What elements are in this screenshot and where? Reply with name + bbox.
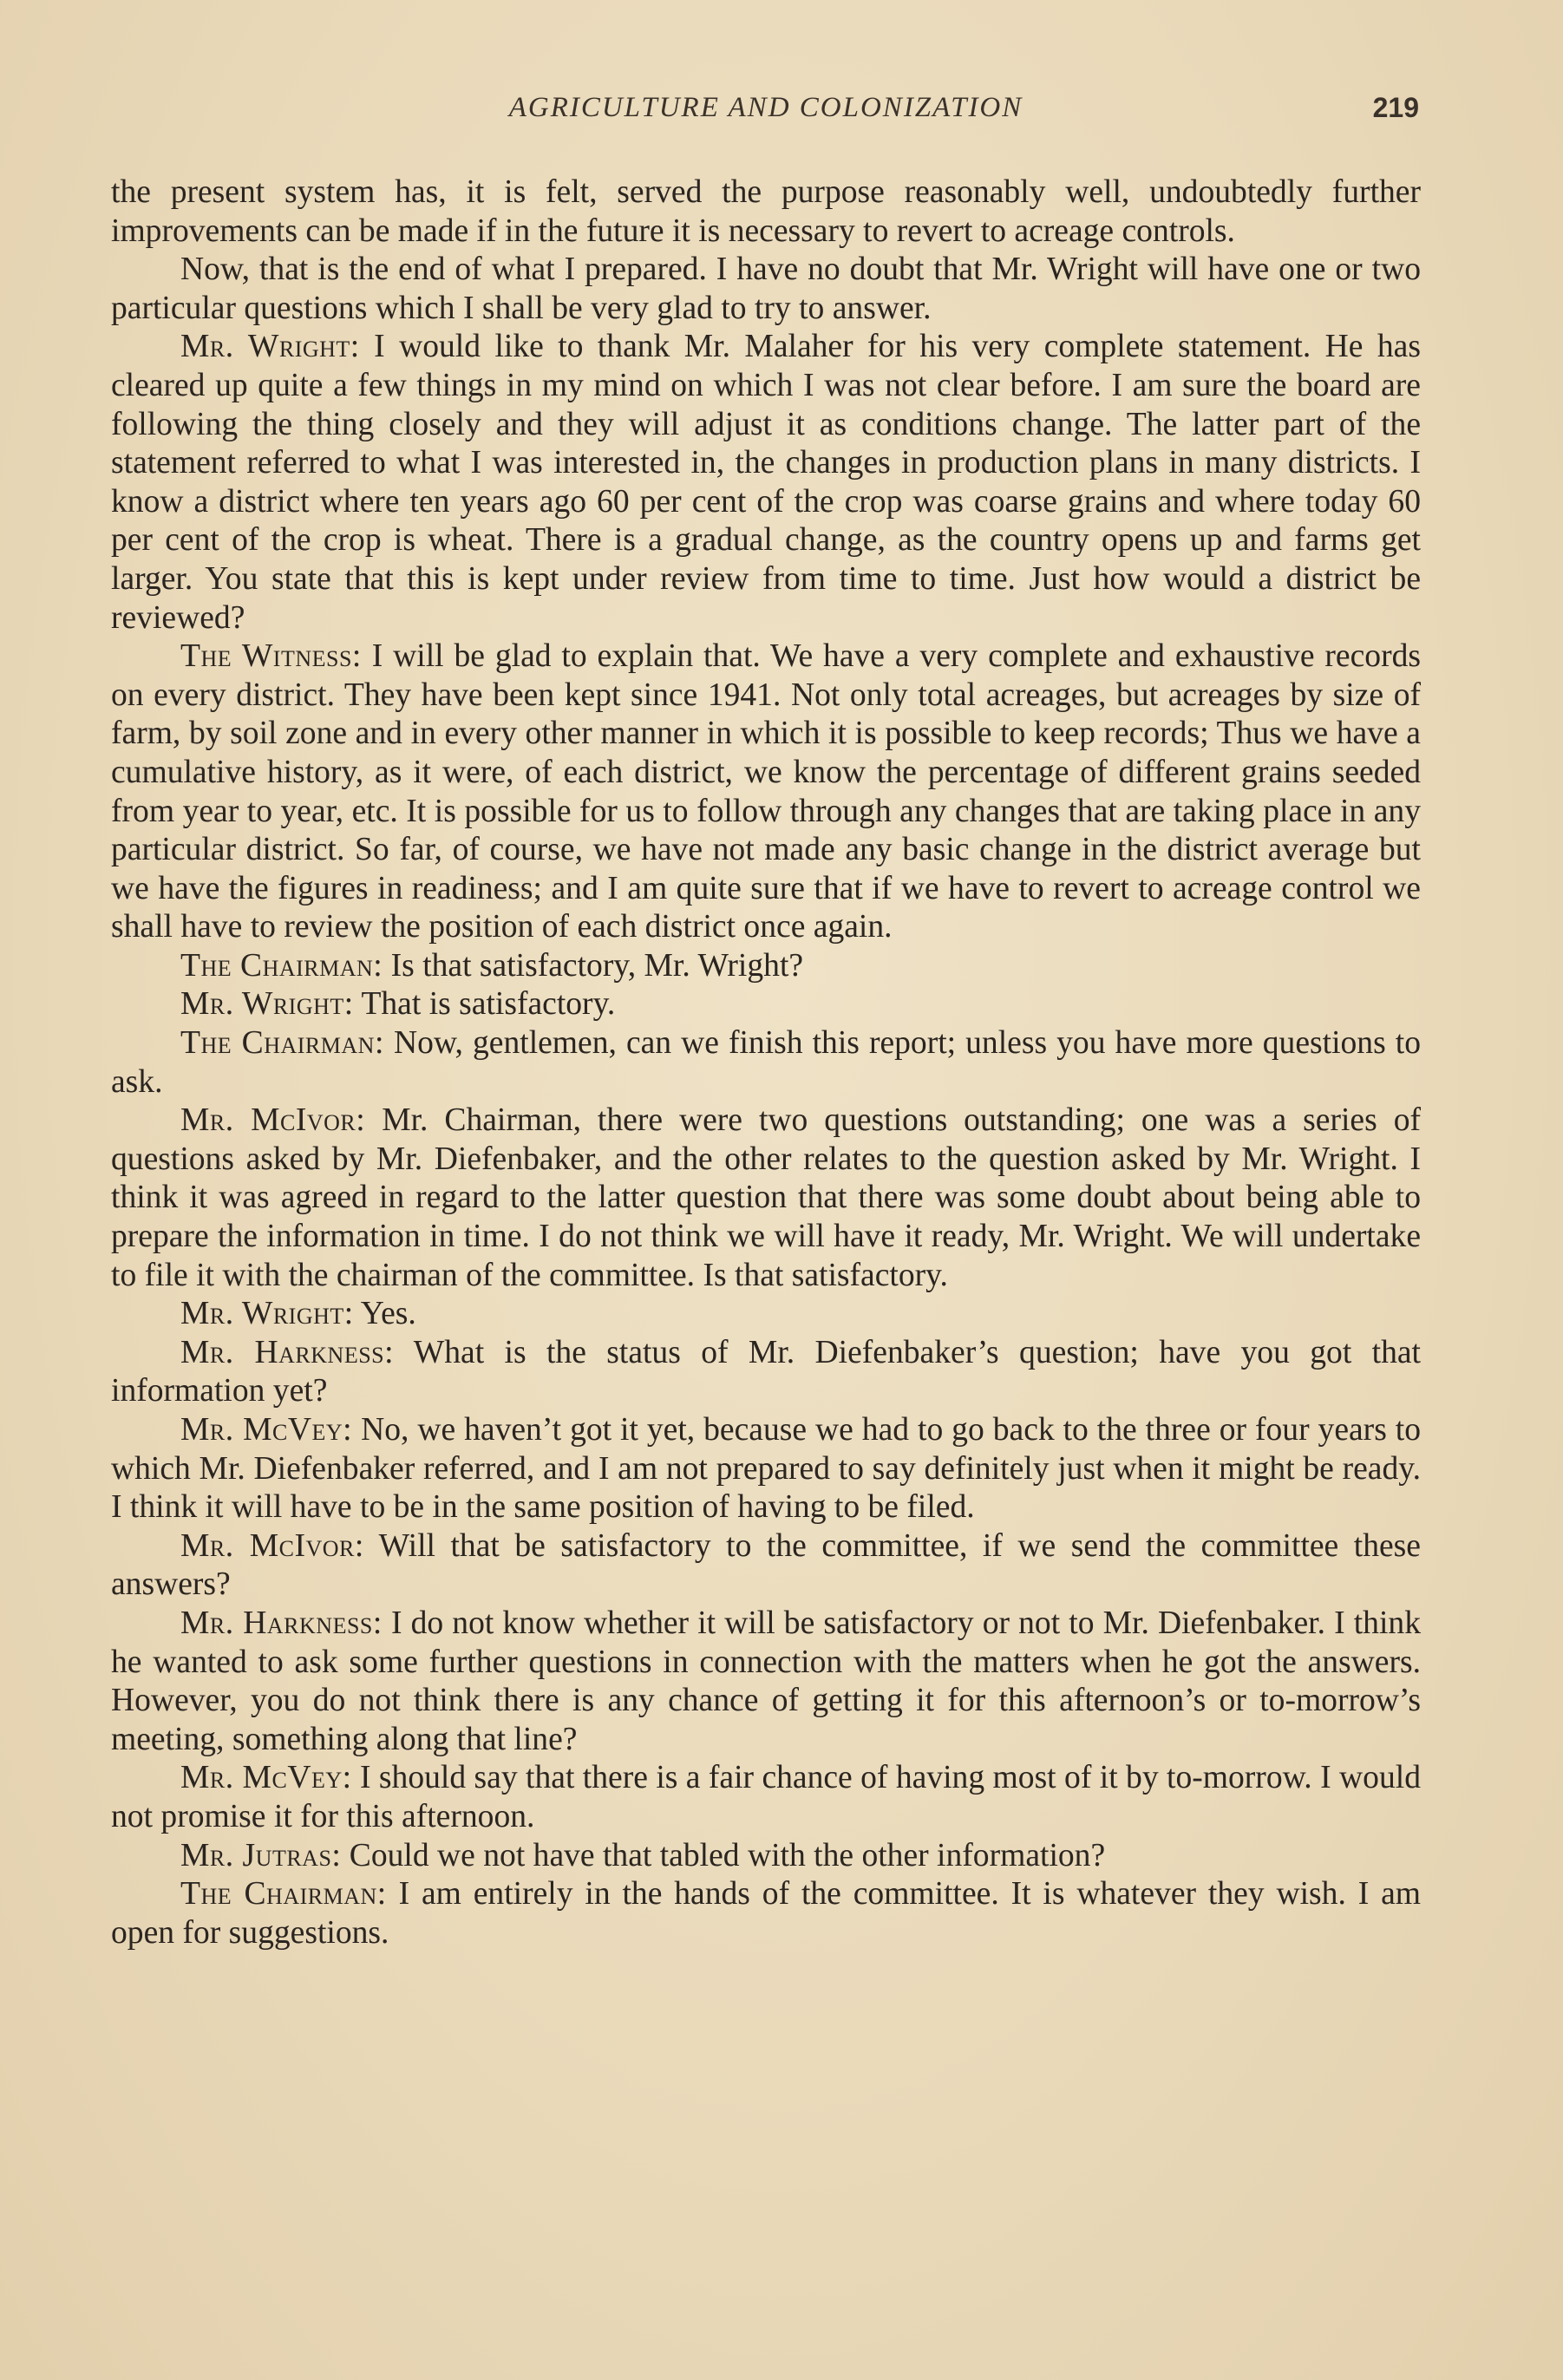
paragraph <box>111 1527 1421 1605</box>
paragraph <box>111 1295 1421 1334</box>
speaker-label: Mr. Jutras: <box>180 1837 342 1873</box>
paragraph <box>111 985 1421 1024</box>
page-number: 219 <box>1372 92 1419 123</box>
paragraph-text: I should say that there is a fair chance of having most of it by to-morrow. I would not promise it for this afternoon. <box>111 1760 1421 1834</box>
paragraph-text: Mr. Chairman, there were two questions outstanding; one was a series of questions asked by Mr. Diefenbaker, and the other relates to the question asked by Mr. Wright. I think it was agreed in regard to the latter question that there was some doubt about being able to prepare the information in time. I do not think we will have it ready, Mr. Wright. We will undertake to file it with the chairman of the committee. Is that satisfactory. <box>111 1102 1421 1293</box>
paragraph <box>111 1102 1421 1295</box>
paragraph <box>111 251 1421 328</box>
transcript-body <box>111 173 1421 1952</box>
paragraph-text: I would like to thank Mr. Malaher for his very complete statement. He has cleared up quite a few things in my mind on which I was not clear before. I am sure the board are following the thing closely and they will adjust it as conditions change. The latter part of the statement referred to what I was interested in, the changes in production plans in many districts. I know a district where ten years ago 60 per cent of the crop was coarse grains and where today 60 per cent of the crop is wheat. There is a gradual change, as the country opens up and farms get larger. You state that this is kept under review from time to time. Just how would a district be reviewed? <box>111 329 1421 636</box>
paragraph-text: Is that satisfactory, Mr. Wright? <box>390 947 804 984</box>
paragraph-text: I am entirely in the hands of the committee. It is whatever they wish. I am open for suggestions. <box>111 1876 1421 1951</box>
speaker-label: Mr. Wright: <box>180 329 360 365</box>
paragraph <box>111 1334 1421 1411</box>
speaker-label: Mr. Wright: <box>180 1296 354 1332</box>
paragraph-text: That is satisfactory. <box>361 986 616 1023</box>
speaker-label: The Chairman: <box>180 1876 387 1912</box>
paragraph <box>111 947 1421 986</box>
paragraph <box>111 1411 1421 1527</box>
speaker-label: Mr. McVey: <box>180 1760 352 1796</box>
speaker-label: Mr. Harkness: <box>180 1605 383 1641</box>
paragraph-text: Could we not have that tabled with the other information? <box>349 1837 1106 1873</box>
paragraph-text: What is the status of Mr. Diefenbaker’s question; have you got that information yet? <box>111 1334 1421 1409</box>
speaker-label: The Chairman: <box>180 947 383 984</box>
paragraph <box>111 1024 1421 1102</box>
speaker-label: Mr. McVey: <box>180 1412 353 1448</box>
speaker-label: Mr. Harkness: <box>180 1334 395 1370</box>
paragraph <box>111 1605 1421 1759</box>
paragraph-text: Now, gentlemen, can we finish this report; unless you have more questions to ask. <box>111 1025 1421 1100</box>
paragraph <box>111 1875 1421 1952</box>
speaker-label: The Chairman: <box>180 1025 384 1062</box>
paragraph-text: Will that be satisfactory to the committee, if we send the committee these answers? <box>111 1527 1421 1603</box>
paragraph-text: Now, that is the end of what I prepared. I have no doubt that Mr. Wright will have one or two particular questions which I shall be very glad to try to answer. <box>111 252 1421 326</box>
speaker-label: Mr. Wright: <box>180 986 354 1023</box>
running-head: AGRICULTURE AND COLONIZATION <box>508 92 1023 123</box>
paragraph <box>111 638 1421 947</box>
speaker-label: Mr. McIvor: <box>180 1527 364 1564</box>
paragraph-text: the present system has, it is felt, served the purpose reasonably well, undoubtedly further improvements can be made if in the future it is necessary to revert to acreage controls. <box>111 174 1421 249</box>
paragraph <box>111 1759 1421 1836</box>
paragraph-text: I do not know whether it will be satisfactory or not to Mr. Diefenbaker. I think he wanted to ask some further questions in connection with the matters when he got the answers. However, you do not think there is any chance of getting it for this afternoon’s or to-morrow’s meeting, something along that line? <box>111 1605 1421 1757</box>
page-header <box>111 92 1421 135</box>
speaker-label: The Witness: <box>180 638 362 675</box>
paragraph <box>111 328 1421 638</box>
paragraph-text: No, we haven’t got it yet, because we had to go back to the three or four years to which Mr. Diefenbaker referred, and I am not prepared to say definitely just when it might be ready. I think it will have to be in the same position of having to be filed. <box>111 1412 1422 1526</box>
paragraph-text: Yes. <box>360 1296 416 1332</box>
paragraph-text: I will be glad to explain that. We have a very complete and exhaustive records on every district. They have been kept since 1941. Not only total acreages, but acreages by size of farm, by soil zone and in every other manner in which it is possible to keep records; Thus we have a cumulative history, as it were, of each district, we know the percentage of different grains seeded from year to year, etc. It is possible for us to follow through any changes that are taking place in any particular district. So far, of course, we have not made any basic change in the district average but we have the figures in readiness; and I am quite sure that if we have to revert to acreage control we shall have to review the position of each district once again. <box>111 638 1421 945</box>
paragraph <box>111 1837 1421 1876</box>
book-page <box>111 92 1421 1952</box>
speaker-label: Mr. McIvor: <box>180 1102 366 1139</box>
paragraph <box>111 173 1421 251</box>
